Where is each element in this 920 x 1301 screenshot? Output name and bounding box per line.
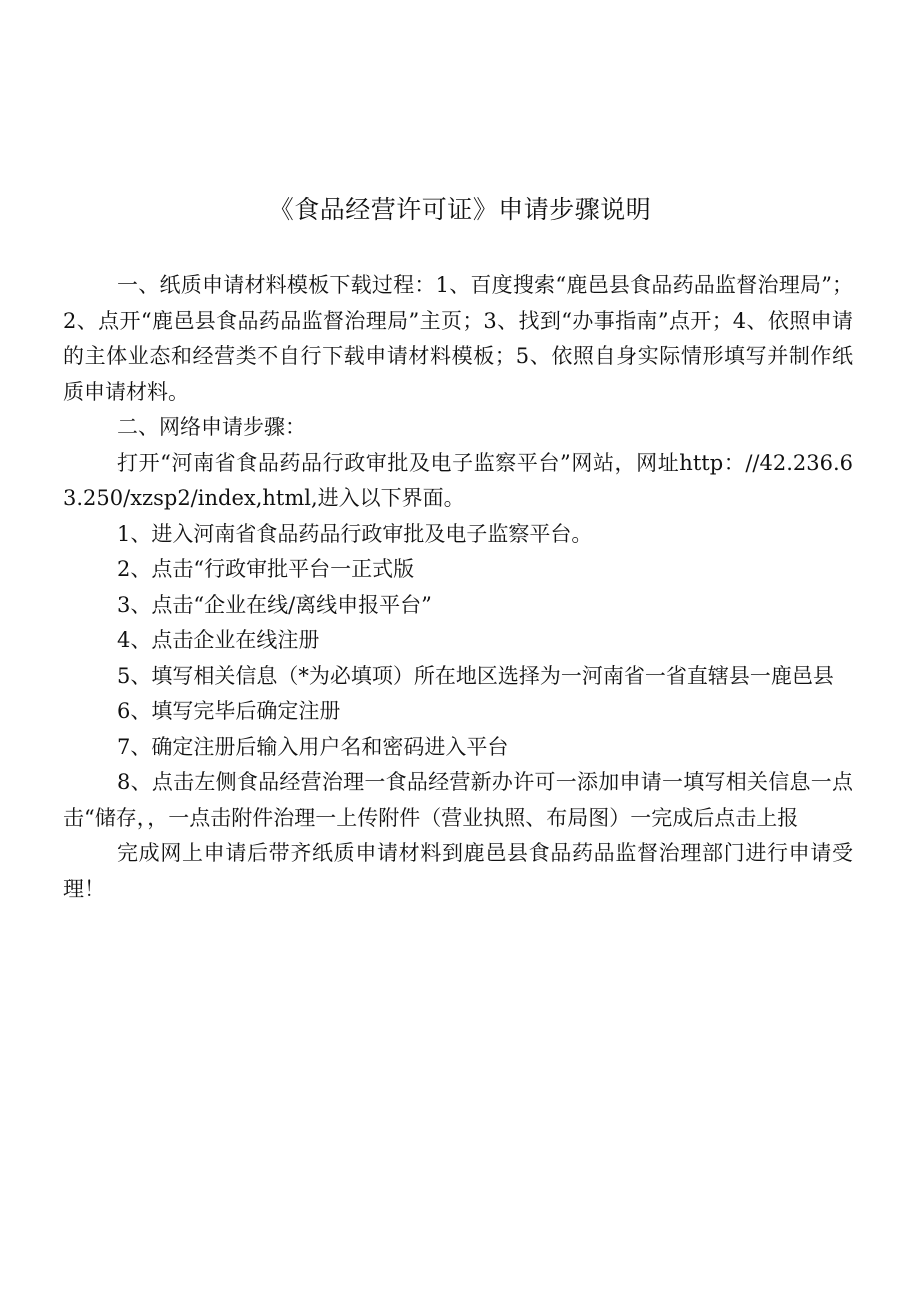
paragraph-closing: 完成网上申请后带齐纸质申请材料到鹿邑县食品药品监督治理部门进行申请受理！ [63, 841, 853, 901]
step-5: 5、填写相关信息（*为必填项）所在地区选择为一河南省一省直辖县一鹿邑县 [117, 663, 834, 688]
step-6: 6、填写完毕后确定注册 [117, 699, 341, 723]
paragraph-open-website: 打开“河南省食品药品行政审批及电子监察平台”网站，网址http：//42.236.63.250/xzsp2/index,html,进入以下界面。 [63, 450, 853, 510]
step-2: 2、点击“行政审批平台一正式版 [117, 557, 415, 581]
step-3: 3、点击“企业在线/离线申报平台” [117, 592, 432, 617]
paragraph-paper-materials: 一、纸质申请材料模板下载过程：1、百度搜索“鹿邑县食品药品监督治理局”；2、点开“鹿邑县食品药品监督治理局”主页；3、找到“办事指南”点开；4、依照申请的主体业态和经营类不自行下载申请材料模板；5、依照自身实际情形填写并制作纸质申请材料。 [63, 273, 853, 404]
step-4: 4、点击企业在线注册 [117, 628, 320, 652]
step-7: 7、确定注册后输入用户名和密码进入平台 [117, 734, 509, 759]
step-1: 1、进入河南省食品药品行政审批及电子监察平台。 [117, 521, 593, 546]
document-body [63, 268, 853, 907]
document-title: 《食品经营许可证》申请步骤说明 [268, 195, 652, 224]
paragraph-online-steps-heading: 二、网络申请步骤： [117, 415, 306, 439]
step-8: 8、点击左侧食品经营治理一食品经营新办许可一添加申请一填写相关信息一点击“储存，，一点击附件治理一上传附件（营业执照、布局图）一完成后点击上报 [63, 770, 853, 830]
